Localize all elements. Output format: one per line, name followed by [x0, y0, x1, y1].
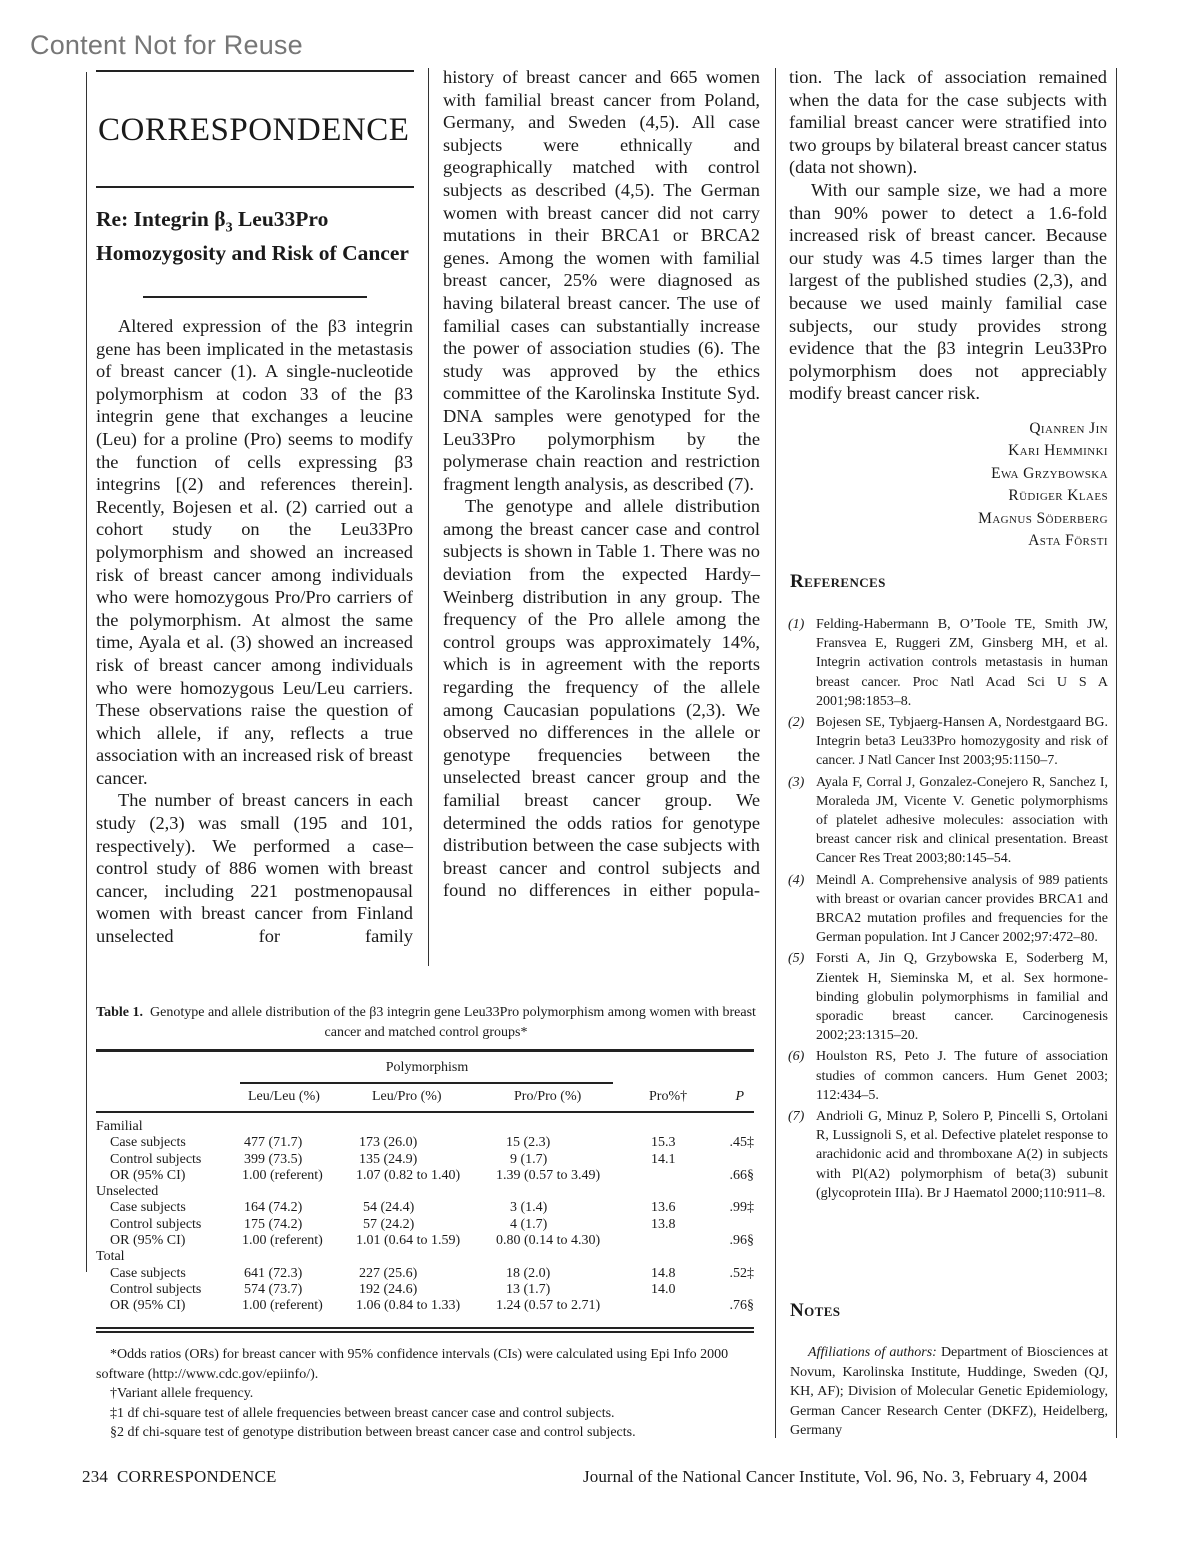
reference-item: (4) Meindl A. Comprehensive analysis of 989 patients with breast or ovarian cancer provides BRCA1 and BRCA2 mutation profiles and frequencies for the German population. Int J Cancer 2002;97:472–80.: [788, 872, 1108, 946]
author-name: Asta Försti: [1028, 532, 1108, 550]
footnote: §2 df chi-square test of genotype distribution between breast cancer case and control subjects.: [110, 1425, 636, 1440]
column-rule-2: [775, 68, 776, 1438]
reference-item: (3) Ayala F, Corral J, Gonzalez-Conejero R, Sanchez I, Moraleda JM, Vicente V. Genetic polymorphisms of platelet adhesive molecules: association with breast cancer risk and clinical presentation. Breast Cancer Res Treat 2003;80:145–54.: [788, 774, 1108, 867]
table-spanner: Polymorphism: [385, 1060, 469, 1075]
table-row: Case subjects 477 (71.7) 173 (26.0) 15 (2.3) 15.3 .45‡: [110, 1135, 754, 1151]
paragraph-5: tion. The lack of association remained when the data for the case subjects with familial breast cancer were stratified into two groups by bilateral breast cancer status (data not shown).: [789, 67, 1107, 178]
column-header: Leu/Pro (%): [372, 1089, 442, 1104]
table-footnotes: [96, 1345, 756, 1443]
column-rule-right: [1116, 68, 1117, 1438]
table-row: Case subjects 641 (72.3) 227 (25.6) 18 (2.0) 14.8 .52‡: [110, 1265, 754, 1281]
article-title: Re: Integrin $\beta_3$ Leu33Pro Homozygosity and Risk of Cancer: [96, 207, 409, 265]
author-name: Rüdiger Klaes: [1008, 487, 1108, 505]
author-name: Ewa Grzybowska: [991, 464, 1108, 482]
group-label: Familial: [96, 1119, 143, 1134]
reference-item: (1) Felding-Habermann B, O’Toole TE, Smith JW, Fransvea E, Ruggeri ZM, Ginsberg MH, et al. Integrin activation controls metastasis in human breast cancer. Proc Natl Acad Sci U S A 2001;98:1853–8.: [788, 617, 1108, 709]
table-row: Control subjects 399 (73.5) 135 (24.9) 9 (1.7) 14.1: [110, 1151, 676, 1167]
table-row: Case subjects 164 (74.2) 54 (24.4) 3 (1.4) 13.6 .99‡: [110, 1200, 754, 1216]
table-row: Control subjects 175 (74.2) 57 (24.2) 4 (1.7) 13.8: [110, 1216, 676, 1232]
column-header: Pro%†: [649, 1089, 688, 1104]
author-name: Magnus Söderberg: [978, 509, 1108, 527]
table-caption: [96, 1003, 756, 1043]
paragraph-2: The number of breast cancers in each study (2,3) was small (195 and 101, respectively). We performed a case–control study of 886 women with breast cancer, including 221 postmenopausal women with breast cancer from Finland unselected for family: [96, 790, 413, 947]
author-name: Kari Hemminki: [1008, 442, 1108, 460]
table-caption-text: Genotype and allele distribution of the β3 integrin gene Leu33Pro polymorphism among women with breast cancer and matched control groups*: [150, 1005, 756, 1040]
notes-label: Affiliations of authors:: [808, 1345, 937, 1360]
references-heading: References: [790, 571, 886, 592]
author-name: Qianren Jin: [1029, 420, 1108, 437]
group-label: Total: [96, 1249, 125, 1265]
paragraph-4: The genotype and allele distribution among the breast cancer case and control subjects is shown in Table 1. There was no deviation from the expected Hardy–Weinberg distribution in any group. The frequency of the Pro allele among the control groups was approximately 14%, which is in agreement with the reports regarding the frequency of the allele among Caucasian populations (2,3). We observed no differences in the allele or genotype frequencies between the unselected breast cancer group and the familial breast cancer group. We determined the odds ratios for genotype distribution between the case subjects with breast cancer and control subjects and found no differences in either popula-: [443, 496, 760, 901]
table-bottom-rule: [96, 1327, 754, 1329]
column-3: [789, 66, 1107, 405]
page-footer-left: 234 CORRESPONDENCE: [82, 1467, 277, 1486]
reference-item: (7) Andrioli G, Minuz P, Solero P, Pincelli S, Ortolani R, Lussignoli S, et al. Defective platelet response to arachidonic acid and thromboxane A(2) in subjects with Pl(A2) polymorphism of beta(3) subunit (glycoprotein IIIa). Br J Haematol 2000;110:911–8.: [788, 1109, 1108, 1201]
table-top-rule: [96, 1049, 754, 1052]
reference-item: (5) Forsti A, Jin Q, Grzybowska E, Soderberg M, Zientek H, Sieminska M, et al. Sex hormone-binding globulin polymorphisms in familial and sporadic breast cancer. Carcinogenesis 2002;23:1315–20.: [788, 951, 1108, 1044]
watermark: Content Not for Reuse: [30, 30, 303, 60]
signatories: [790, 418, 1108, 552]
column-header: P: [735, 1089, 744, 1104]
page-footer-right: Journal of the National Cancer Institute, Vol. 96, No. 3, February 4, 2004: [583, 1467, 1088, 1486]
reference-item: (2) Bojesen SE, Tybjaerg-Hansen A, Nordestgaard BG. Integrin beta3 Leu33Pro homozygosity and risk of cancer. J Natl Cancer Inst 2003;95:1150–7.: [788, 715, 1108, 769]
header-rule-mid: [96, 186, 414, 188]
title-rule: [143, 296, 367, 298]
column-rule-1: [428, 68, 429, 966]
paragraph-3: history of breast cancer and 665 women with familial breast cancer from Poland, Germany, and Sweden (4,5). All case subjects were ethnically and geographically matched with control subjects as described (4,5). The German women with breast cancer did not carry mutations in their BRCA1 or BRCA2 genes. Among the women with familial breast cancer, 25% were diagnosed as having bilateral breast cancer. The use of familial cases can substantially increase the power of association studies (6). The study was approved by the ethics committee of the Karolinska Institute Syd. DNA samples were genotyped for the Leu33Pro polymorphism by the polymerase chain reaction and restriction fragment length analysis, as described (7).: [443, 67, 760, 494]
notes-body: Department of Biosciences at Novum, Karolinska Institute, Huddinge, Sweden (QJ, KH, AF); Division of Molecular Genetic Epidemiology, German Cancer Research Center (DKFZ), Heidelberg, Germany: [790, 1345, 1109, 1439]
notes-text: [790, 1343, 1108, 1441]
table-row: OR (95% CI) 1.00 (referent) 1.07 (0.82 to 1.40) 1.39 (0.57 to 3.49) .66§: [110, 1167, 754, 1183]
column-rule-left: [86, 72, 87, 1272]
footnote: ‡1 df chi-square test of allele frequencies between breast cancer case and control subjects.: [110, 1405, 615, 1421]
group-label: Unselected: [96, 1184, 159, 1200]
paragraph-6: With our sample size, we had a more than 90% power to detect a 1.6-fold increased risk of breast cancer. Because our study was 4.5 times larger than the largest of the published studies (2,3), and because we used mainly familial case subjects, our study provides strong evidence that the β3 integrin Leu33Pro polymorphism does not appreciably modify breast cancer risk.: [789, 179, 1107, 404]
column-2: [443, 66, 760, 902]
column-header: Pro/Pro (%): [514, 1089, 582, 1104]
table-label: Table 1.: [96, 1005, 144, 1020]
paragraph-1: Altered expression of the β3 integrin gene has been implicated in the metastasis of breast cancer (1). A single-nucleotide polymorphism at codon 33 of the β3 integrin gene that exchanges a leucine (Leu) for a proline (Pro) seems to modify the function of cells expressing β3 integrins [(2) and references therein]. Recently, Bojesen et al. (2) carried out a cohort study on the Leu33Pro polymorphism and showed an increased risk of breast cancer among individuals who were homozygous Pro/Pro carriers of the polymorphism. At almost the same time, Ayala et al. (3) showed an increased risk of breast cancer among individuals who were homozygous Leu/Leu carriers. These observations raise the question of which allele, if any, reflects a true association with an increased risk of breast cancer.: [96, 316, 413, 788]
footnote: †Variant allele frequency.: [110, 1386, 254, 1401]
column-header: Leu/Leu (%): [248, 1089, 320, 1104]
header-rule-top: [96, 70, 414, 72]
reference-item: (6) Houlston RS, Peto J. The future of association studies of common cancers. Hum Genet 2003; 112:434–5.: [788, 1049, 1108, 1103]
table-row: OR (95% CI) 1.00 (referent) 1.01 (0.64 to 1.59) 0.80 (0.14 to 4.30) .96§: [110, 1233, 754, 1249]
genotype-table: [96, 1057, 754, 1315]
notes-heading: Notes: [790, 1300, 841, 1321]
table-bottom-rule-2: [96, 1331, 754, 1333]
footnote: *Odds ratios (ORs) for breast cancer with 95% confidence intervals (CIs) were calculated using Epi Info 2000 software (http://www.cdc.gov/epiinfo/).: [96, 1347, 729, 1382]
column-1: [96, 315, 413, 948]
references-list: [788, 615, 1108, 1205]
section-title: CORRESPONDENCE: [98, 112, 410, 148]
table-row: Control subjects 574 (73.7) 192 (24.6) 13 (1.7) 14.0: [110, 1281, 676, 1297]
table-row: OR (95% CI) 1.00 (referent) 1.06 (0.84 to 1.33) 1.24 (0.57 to 2.71) .76§: [110, 1298, 754, 1314]
